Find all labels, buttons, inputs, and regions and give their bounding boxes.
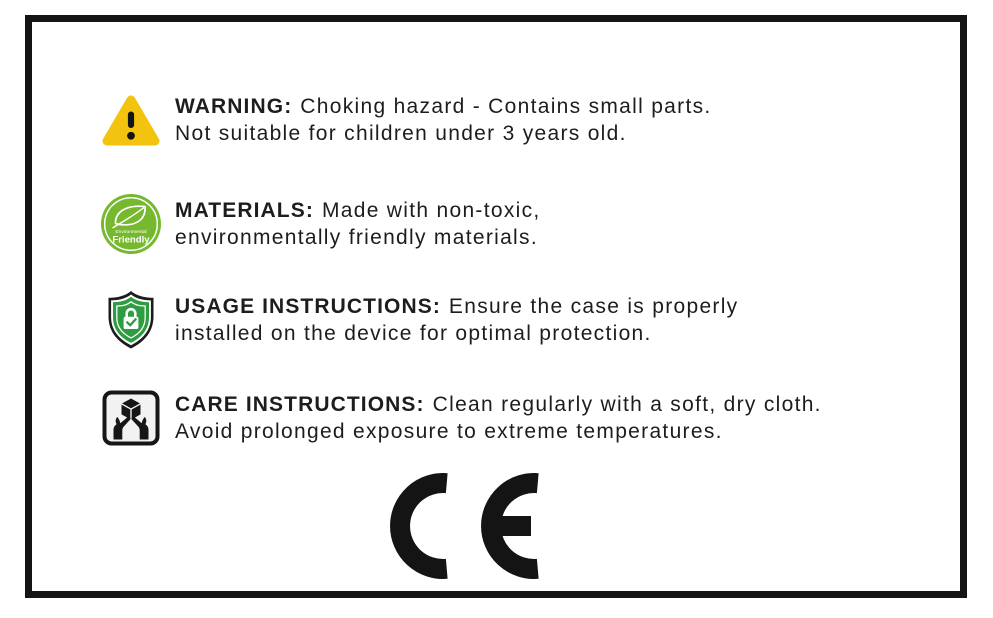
usage-line-1: USAGE INSTRUCTIONS: Ensure the case is properly [175, 294, 739, 318]
shield-lock-icon [100, 288, 162, 352]
care-line-2: Avoid prolonged exposure to extreme temperatures. [175, 420, 723, 443]
care-line-1: CARE INSTRUCTIONS: Clean regularly with a soft, dry cloth. [175, 392, 822, 416]
warning-text [175, 93, 712, 148]
care-label: CARE INSTRUCTIONS: [175, 392, 425, 416]
eco-friendly-badge-icon [100, 193, 162, 255]
materials-line-2: environmentally friendly materials. [175, 226, 538, 249]
label-border-frame [25, 15, 967, 598]
materials-line-1: MATERIALS: Made with non-toxic, [175, 198, 541, 222]
materials-section [100, 193, 541, 255]
warning-triangle-icon [100, 91, 162, 149]
warning-section [100, 91, 712, 149]
usage-text [175, 293, 738, 348]
materials-text [175, 197, 541, 252]
handle-with-care-icon [100, 389, 162, 447]
eco-badge-small-text: Environmental [115, 230, 147, 236]
warning-line-2: Not suitable for children under 3 years old. [175, 122, 627, 145]
warning-line-1: WARNING: Choking hazard - Contains small parts. [175, 94, 712, 118]
care-section [100, 389, 822, 447]
usage-section [100, 288, 738, 352]
usage-line-2: installed on the device for optimal protection. [175, 322, 652, 345]
ce-mark-glyphs [390, 473, 542, 579]
ce-mark [390, 473, 542, 584]
warning-label: WARNING: [175, 94, 293, 118]
usage-label: USAGE INSTRUCTIONS: [175, 294, 441, 318]
eco-badge-big-text: Friendly [112, 234, 150, 246]
care-text [175, 391, 822, 446]
materials-label: MATERIALS: [175, 198, 314, 222]
